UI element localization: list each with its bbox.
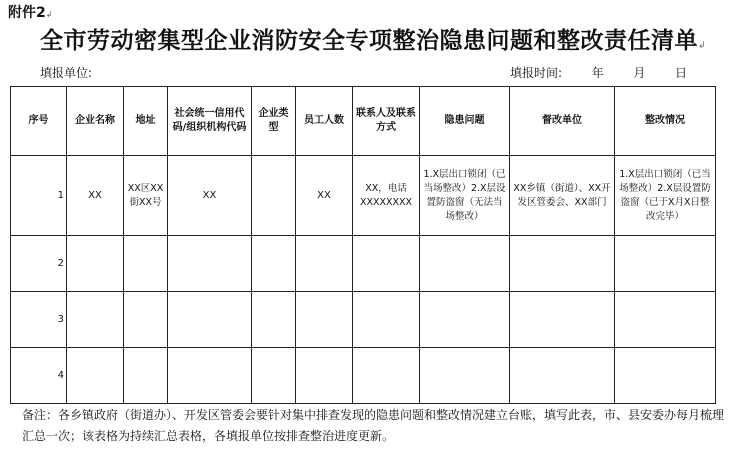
- table-header-row: [11, 87, 716, 156]
- cell-rectify: 1.X层出口锁闭（已当场整改）2.X层设置防盗窗（已于X月X日整改完毕）: [615, 156, 716, 236]
- col-header-supervisor: 督改单位: [510, 87, 615, 156]
- attachment-label: [8, 2, 52, 22]
- col-header-type: 企业类型: [252, 87, 296, 156]
- col-header-name: 企业名称: [67, 87, 124, 156]
- cell-no: 4: [11, 348, 67, 404]
- table-row: [11, 292, 716, 348]
- cell-type: [252, 156, 296, 236]
- col-header-address: 地址: [124, 87, 168, 156]
- fill-time-label: 填报时间:: [510, 66, 563, 80]
- paragraph-mark-icon: ↲: [45, 10, 53, 19]
- fill-unit-label: 填报单位:: [40, 66, 93, 80]
- cell-contact: XX，电话XXXXXXXX: [353, 156, 420, 236]
- page-title: [0, 22, 746, 55]
- attachment-text: 附件2: [8, 5, 46, 21]
- cell-hazard: 1.X层出口锁闭（已当场整改）2.X层设置防盗窗（无法当场整改）: [420, 156, 510, 236]
- cell-no: 1: [11, 156, 67, 236]
- col-header-rectify: 整改情况: [615, 87, 716, 156]
- table-row: [11, 156, 716, 236]
- fill-time: [510, 64, 687, 81]
- title-text: 全市劳动密集型企业消防安全专项整治隐患问题和整改责任清单: [39, 28, 698, 54]
- cell-no: 2: [11, 236, 67, 292]
- footnote: 备注：各乡镇政府（街道办）、开发区管委会要针对集中排查发现的隐患问题和整改情况建立台账，填写此表，市、县安委办每月梳理汇总一次；该表格为持续汇总表格，各填报单位按排查整治进度更新。: [22, 408, 725, 443]
- day-label: 日: [675, 66, 688, 80]
- col-header-staff: 员工人数: [296, 87, 353, 156]
- col-header-hazard: 隐患问题: [420, 87, 510, 156]
- paragraph-mark-icon: ↲: [697, 41, 707, 51]
- month-label: 月: [633, 66, 646, 80]
- table-row: [11, 348, 716, 404]
- col-header-code: 社会统一信用代码/组织机构代码: [168, 87, 252, 156]
- table-row: [11, 236, 716, 292]
- cell-name: XX: [67, 156, 124, 236]
- cell-no: 3: [11, 292, 67, 348]
- col-header-no: 序号: [11, 87, 67, 156]
- year-label: 年: [591, 66, 604, 80]
- cell-supervisor: XX乡镇（街道）、XX开发区管委会、XX部门: [510, 156, 615, 236]
- cell-code: XX: [168, 156, 252, 236]
- rectification-table: [10, 86, 716, 404]
- cell-address: XX区XX街XX号: [124, 156, 168, 236]
- col-header-contact: 联系人及联系方式: [353, 87, 420, 156]
- cell-staff: XX: [296, 156, 353, 236]
